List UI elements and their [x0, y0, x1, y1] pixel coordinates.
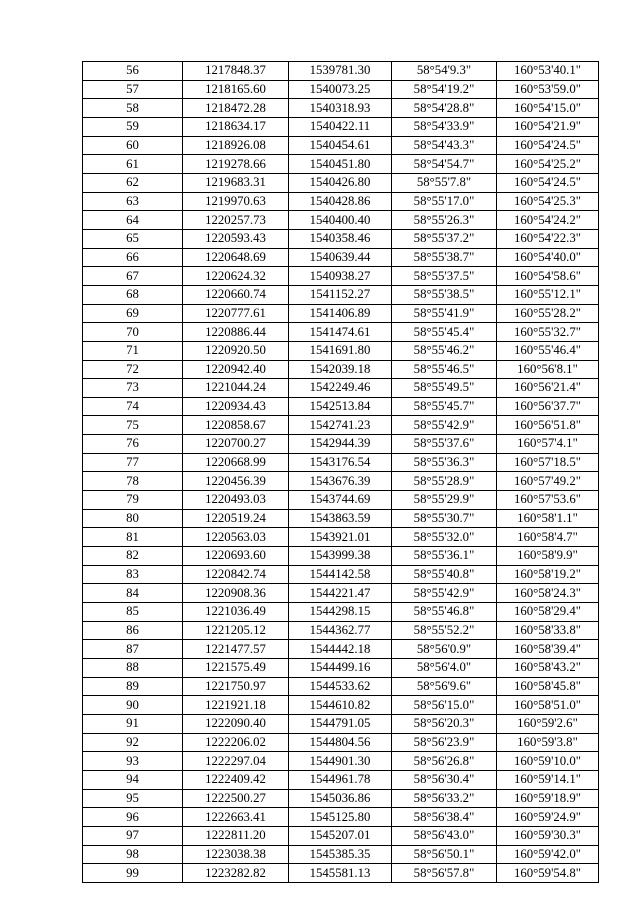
- x-coordinate-cell: 1220563.03: [183, 528, 289, 547]
- point-number-cell: 68: [83, 285, 183, 304]
- point-number-cell: 62: [83, 173, 183, 192]
- y-coordinate-cell: 1544298.15: [289, 603, 392, 622]
- table-row: [83, 733, 599, 752]
- table-row: [83, 509, 599, 528]
- y-coordinate-cell: 1540318.93: [289, 99, 392, 118]
- table-row: [83, 621, 599, 640]
- latitude-cell: 58°56'43.0": [392, 826, 497, 845]
- table-row: [83, 341, 599, 360]
- point-number-cell: 80: [83, 509, 183, 528]
- latitude-cell: 58°55'49.5": [392, 379, 497, 398]
- y-coordinate-cell: 1542944.39: [289, 435, 392, 454]
- point-number-cell: 84: [83, 584, 183, 603]
- table-row: [83, 99, 599, 118]
- longitude-cell: 160°58'51.0": [497, 696, 599, 715]
- latitude-cell: 58°56'26.8": [392, 752, 497, 771]
- y-coordinate-cell: 1542741.23: [289, 416, 392, 435]
- latitude-cell: 58°55'28.9": [392, 472, 497, 491]
- x-coordinate-cell: 1219683.31: [183, 173, 289, 192]
- y-coordinate-cell: 1544610.82: [289, 696, 392, 715]
- longitude-cell: 160°59'42.0": [497, 845, 599, 864]
- point-number-cell: 58: [83, 99, 183, 118]
- point-number-cell: 86: [83, 621, 183, 640]
- latitude-cell: 58°55'42.9": [392, 416, 497, 435]
- longitude-cell: 160°58'43.2": [497, 659, 599, 678]
- point-number-cell: 64: [83, 211, 183, 230]
- x-coordinate-cell: 1220858.67: [183, 416, 289, 435]
- x-coordinate-cell: 1220624.32: [183, 267, 289, 286]
- longitude-cell: 160°54'24.5": [497, 136, 599, 155]
- latitude-cell: 58°55'29.9": [392, 491, 497, 510]
- point-number-cell: 92: [83, 733, 183, 752]
- longitude-cell: 160°54'15.0": [497, 99, 599, 118]
- coordinates-table-body: [83, 62, 599, 883]
- x-coordinate-cell: 1220660.74: [183, 285, 289, 304]
- longitude-cell: 160°59'2.6": [497, 714, 599, 733]
- y-coordinate-cell: 1545581.13: [289, 864, 392, 883]
- y-coordinate-cell: 1540454.61: [289, 136, 392, 155]
- y-coordinate-cell: 1540639.44: [289, 248, 392, 267]
- point-number-cell: 71: [83, 341, 183, 360]
- longitude-cell: 160°57'18.5": [497, 453, 599, 472]
- table-row: [83, 714, 599, 733]
- latitude-cell: 58°55'42.9": [392, 584, 497, 603]
- latitude-cell: 58°55'40.8": [392, 565, 497, 584]
- x-coordinate-cell: 1220920.50: [183, 341, 289, 360]
- longitude-cell: 160°53'59.0": [497, 80, 599, 99]
- y-coordinate-cell: 1541406.89: [289, 304, 392, 323]
- x-coordinate-cell: 1220693.60: [183, 547, 289, 566]
- latitude-cell: 58°55'36.3": [392, 453, 497, 472]
- table-row: [83, 696, 599, 715]
- point-number-cell: 85: [83, 603, 183, 622]
- point-number-cell: 69: [83, 304, 183, 323]
- point-number-cell: 65: [83, 229, 183, 248]
- table-row: [83, 285, 599, 304]
- longitude-cell: 160°54'22.3": [497, 229, 599, 248]
- y-coordinate-cell: 1541152.27: [289, 285, 392, 304]
- y-coordinate-cell: 1544221.47: [289, 584, 392, 603]
- x-coordinate-cell: 1220519.24: [183, 509, 289, 528]
- point-number-cell: 93: [83, 752, 183, 771]
- point-number-cell: 78: [83, 472, 183, 491]
- longitude-cell: 160°55'28.2": [497, 304, 599, 323]
- table-row: [83, 864, 599, 883]
- latitude-cell: 58°54'54.7": [392, 155, 497, 174]
- longitude-cell: 160°57'4.1": [497, 435, 599, 454]
- y-coordinate-cell: 1540422.11: [289, 117, 392, 136]
- table-row: [83, 80, 599, 99]
- table-row: [83, 565, 599, 584]
- point-number-cell: 91: [83, 714, 183, 733]
- table-row: [83, 845, 599, 864]
- table-row: [83, 397, 599, 416]
- longitude-cell: 160°58'9.9": [497, 547, 599, 566]
- x-coordinate-cell: 1220493.03: [183, 491, 289, 510]
- point-number-cell: 75: [83, 416, 183, 435]
- y-coordinate-cell: 1542513.84: [289, 397, 392, 416]
- point-number-cell: 73: [83, 379, 183, 398]
- table-row: [83, 603, 599, 622]
- longitude-cell: 160°54'25.3": [497, 192, 599, 211]
- y-coordinate-cell: 1545036.86: [289, 789, 392, 808]
- x-coordinate-cell: 1220908.36: [183, 584, 289, 603]
- table-row: [83, 472, 599, 491]
- point-number-cell: 72: [83, 360, 183, 379]
- y-coordinate-cell: 1544362.77: [289, 621, 392, 640]
- latitude-cell: 58°55'32.0": [392, 528, 497, 547]
- point-number-cell: 56: [83, 62, 183, 81]
- table-row: [83, 752, 599, 771]
- point-number-cell: 61: [83, 155, 183, 174]
- x-coordinate-cell: 1223038.38: [183, 845, 289, 864]
- latitude-cell: 58°55'46.5": [392, 360, 497, 379]
- point-number-cell: 87: [83, 640, 183, 659]
- x-coordinate-cell: 1218165.60: [183, 80, 289, 99]
- x-coordinate-cell: 1221205.12: [183, 621, 289, 640]
- y-coordinate-cell: 1544142.58: [289, 565, 392, 584]
- longitude-cell: 160°54'40.0": [497, 248, 599, 267]
- longitude-cell: 160°54'21.9": [497, 117, 599, 136]
- table-row: [83, 528, 599, 547]
- y-coordinate-cell: 1540358.46: [289, 229, 392, 248]
- y-coordinate-cell: 1545385.35: [289, 845, 392, 864]
- latitude-cell: 58°56'38.4": [392, 808, 497, 827]
- latitude-cell: 58°55'45.4": [392, 323, 497, 342]
- longitude-cell: 160°56'37.7": [497, 397, 599, 416]
- y-coordinate-cell: 1539781.30: [289, 62, 392, 81]
- latitude-cell: 58°56'30.4": [392, 770, 497, 789]
- y-coordinate-cell: 1543176.54: [289, 453, 392, 472]
- point-number-cell: 82: [83, 547, 183, 566]
- x-coordinate-cell: 1220842.74: [183, 565, 289, 584]
- x-coordinate-cell: 1221750.97: [183, 677, 289, 696]
- y-coordinate-cell: 1544791.05: [289, 714, 392, 733]
- x-coordinate-cell: 1218472.28: [183, 99, 289, 118]
- table-row: [83, 304, 599, 323]
- point-number-cell: 94: [83, 770, 183, 789]
- point-number-cell: 96: [83, 808, 183, 827]
- table-row: [83, 491, 599, 510]
- longitude-cell: 160°58'45.8": [497, 677, 599, 696]
- point-number-cell: 79: [83, 491, 183, 510]
- longitude-cell: 160°56'21.4": [497, 379, 599, 398]
- longitude-cell: 160°56'8.1": [497, 360, 599, 379]
- longitude-cell: 160°58'4.7": [497, 528, 599, 547]
- x-coordinate-cell: 1222297.04: [183, 752, 289, 771]
- longitude-cell: 160°58'33.8": [497, 621, 599, 640]
- latitude-cell: 58°55'26.3": [392, 211, 497, 230]
- x-coordinate-cell: 1220257.73: [183, 211, 289, 230]
- y-coordinate-cell: 1543676.39: [289, 472, 392, 491]
- table-row: [83, 435, 599, 454]
- x-coordinate-cell: 1222206.02: [183, 733, 289, 752]
- x-coordinate-cell: 1220942.40: [183, 360, 289, 379]
- x-coordinate-cell: 1222409.42: [183, 770, 289, 789]
- longitude-cell: 160°54'58.6": [497, 267, 599, 286]
- table-row: [83, 826, 599, 845]
- latitude-cell: 58°56'23.9": [392, 733, 497, 752]
- x-coordinate-cell: 1222663.41: [183, 808, 289, 827]
- y-coordinate-cell: 1544442.18: [289, 640, 392, 659]
- y-coordinate-cell: 1540400.40: [289, 211, 392, 230]
- point-number-cell: 88: [83, 659, 183, 678]
- x-coordinate-cell: 1221921.18: [183, 696, 289, 715]
- longitude-cell: 160°59'54.8": [497, 864, 599, 883]
- latitude-cell: 58°56'57.8": [392, 864, 497, 883]
- table-row: [83, 547, 599, 566]
- latitude-cell: 58°55'45.7": [392, 397, 497, 416]
- latitude-cell: 58°55'17.0": [392, 192, 497, 211]
- longitude-cell: 160°55'46.4": [497, 341, 599, 360]
- point-number-cell: 97: [83, 826, 183, 845]
- point-number-cell: 83: [83, 565, 183, 584]
- table-row: [83, 584, 599, 603]
- x-coordinate-cell: 1220668.99: [183, 453, 289, 472]
- x-coordinate-cell: 1219278.66: [183, 155, 289, 174]
- y-coordinate-cell: 1544804.56: [289, 733, 392, 752]
- table-row: [83, 155, 599, 174]
- latitude-cell: 58°55'46.2": [392, 341, 497, 360]
- longitude-cell: 160°58'1.1": [497, 509, 599, 528]
- table-row: [83, 136, 599, 155]
- point-number-cell: 89: [83, 677, 183, 696]
- y-coordinate-cell: 1540938.27: [289, 267, 392, 286]
- x-coordinate-cell: 1220700.27: [183, 435, 289, 454]
- y-coordinate-cell: 1545207.01: [289, 826, 392, 845]
- y-coordinate-cell: 1540426.80: [289, 173, 392, 192]
- x-coordinate-cell: 1220648.69: [183, 248, 289, 267]
- x-coordinate-cell: 1218634.17: [183, 117, 289, 136]
- x-coordinate-cell: 1222500.27: [183, 789, 289, 808]
- y-coordinate-cell: 1543921.01: [289, 528, 392, 547]
- latitude-cell: 58°55'41.9": [392, 304, 497, 323]
- table-row: [83, 640, 599, 659]
- longitude-cell: 160°57'53.6": [497, 491, 599, 510]
- latitude-cell: 58°54'43.3": [392, 136, 497, 155]
- longitude-cell: 160°54'24.2": [497, 211, 599, 230]
- y-coordinate-cell: 1545125.80: [289, 808, 392, 827]
- y-coordinate-cell: 1543863.59: [289, 509, 392, 528]
- table-row: [83, 789, 599, 808]
- latitude-cell: 58°54'33.9": [392, 117, 497, 136]
- point-number-cell: 98: [83, 845, 183, 864]
- table-row: [83, 229, 599, 248]
- longitude-cell: 160°59'3.8": [497, 733, 599, 752]
- point-number-cell: 76: [83, 435, 183, 454]
- latitude-cell: 58°56'15.0": [392, 696, 497, 715]
- longitude-cell: 160°54'25.2": [497, 155, 599, 174]
- x-coordinate-cell: 1218926.08: [183, 136, 289, 155]
- longitude-cell: 160°53'40.1": [497, 62, 599, 81]
- table-row: [83, 248, 599, 267]
- x-coordinate-cell: 1221477.57: [183, 640, 289, 659]
- latitude-cell: 58°54'19.2": [392, 80, 497, 99]
- y-coordinate-cell: 1540451.80: [289, 155, 392, 174]
- y-coordinate-cell: 1540073.25: [289, 80, 392, 99]
- x-coordinate-cell: 1220886.44: [183, 323, 289, 342]
- latitude-cell: 58°55'38.7": [392, 248, 497, 267]
- latitude-cell: 58°55'36.1": [392, 547, 497, 566]
- x-coordinate-cell: 1220777.61: [183, 304, 289, 323]
- x-coordinate-cell: 1217848.37: [183, 62, 289, 81]
- y-coordinate-cell: 1544961.78: [289, 770, 392, 789]
- table-row: [83, 173, 599, 192]
- y-coordinate-cell: 1543999.38: [289, 547, 392, 566]
- table-row: [83, 770, 599, 789]
- table-row: [83, 453, 599, 472]
- x-coordinate-cell: 1220456.39: [183, 472, 289, 491]
- latitude-cell: 58°56'9.6": [392, 677, 497, 696]
- point-number-cell: 63: [83, 192, 183, 211]
- y-coordinate-cell: 1540428.86: [289, 192, 392, 211]
- y-coordinate-cell: 1544533.62: [289, 677, 392, 696]
- longitude-cell: 160°59'24.9": [497, 808, 599, 827]
- longitude-cell: 160°59'14.1": [497, 770, 599, 789]
- table-row: [83, 416, 599, 435]
- longitude-cell: 160°58'39.4": [497, 640, 599, 659]
- table-row: [83, 117, 599, 136]
- table-row: [83, 323, 599, 342]
- x-coordinate-cell: 1221575.49: [183, 659, 289, 678]
- longitude-cell: 160°57'49.2": [497, 472, 599, 491]
- latitude-cell: 58°55'37.6": [392, 435, 497, 454]
- longitude-cell: 160°54'24.5": [497, 173, 599, 192]
- table-row: [83, 267, 599, 286]
- x-coordinate-cell: 1222811.20: [183, 826, 289, 845]
- longitude-cell: 160°58'19.2": [497, 565, 599, 584]
- longitude-cell: 160°55'32.7": [497, 323, 599, 342]
- x-coordinate-cell: 1221044.24: [183, 379, 289, 398]
- table-row: [83, 379, 599, 398]
- y-coordinate-cell: 1541691.80: [289, 341, 392, 360]
- point-number-cell: 59: [83, 117, 183, 136]
- longitude-cell: 160°56'51.8": [497, 416, 599, 435]
- point-number-cell: 57: [83, 80, 183, 99]
- y-coordinate-cell: 1544901.30: [289, 752, 392, 771]
- y-coordinate-cell: 1542039.18: [289, 360, 392, 379]
- point-number-cell: 67: [83, 267, 183, 286]
- table-row: [83, 211, 599, 230]
- y-coordinate-cell: 1541474.61: [289, 323, 392, 342]
- latitude-cell: 58°54'28.8": [392, 99, 497, 118]
- latitude-cell: 58°56'50.1": [392, 845, 497, 864]
- longitude-cell: 160°55'12.1": [497, 285, 599, 304]
- table-row: [83, 659, 599, 678]
- y-coordinate-cell: 1542249.46: [289, 379, 392, 398]
- x-coordinate-cell: 1221036.49: [183, 603, 289, 622]
- longitude-cell: 160°59'10.0": [497, 752, 599, 771]
- x-coordinate-cell: 1219970.63: [183, 192, 289, 211]
- point-number-cell: 77: [83, 453, 183, 472]
- point-number-cell: 66: [83, 248, 183, 267]
- y-coordinate-cell: 1543744.69: [289, 491, 392, 510]
- table-row: [83, 808, 599, 827]
- latitude-cell: 58°55'46.8": [392, 603, 497, 622]
- longitude-cell: 160°59'30.3": [497, 826, 599, 845]
- point-number-cell: 95: [83, 789, 183, 808]
- x-coordinate-cell: 1220593.43: [183, 229, 289, 248]
- longitude-cell: 160°59'18.9": [497, 789, 599, 808]
- point-number-cell: 70: [83, 323, 183, 342]
- latitude-cell: 58°55'37.5": [392, 267, 497, 286]
- point-number-cell: 90: [83, 696, 183, 715]
- latitude-cell: 58°55'52.2": [392, 621, 497, 640]
- point-number-cell: 74: [83, 397, 183, 416]
- point-number-cell: 81: [83, 528, 183, 547]
- point-number-cell: 60: [83, 136, 183, 155]
- table-row: [83, 360, 599, 379]
- latitude-cell: 58°56'4.0": [392, 659, 497, 678]
- x-coordinate-cell: 1220934.43: [183, 397, 289, 416]
- longitude-cell: 160°58'24.3": [497, 584, 599, 603]
- latitude-cell: 58°56'33.2": [392, 789, 497, 808]
- latitude-cell: 58°56'0.9": [392, 640, 497, 659]
- latitude-cell: 58°55'7.8": [392, 173, 497, 192]
- longitude-cell: 160°58'29.4": [497, 603, 599, 622]
- latitude-cell: 58°55'30.7": [392, 509, 497, 528]
- latitude-cell: 58°55'37.2": [392, 229, 497, 248]
- latitude-cell: 58°54'9.3": [392, 62, 497, 81]
- table-row: [83, 677, 599, 696]
- table-row: [83, 192, 599, 211]
- y-coordinate-cell: 1544499.16: [289, 659, 392, 678]
- latitude-cell: 58°55'38.5": [392, 285, 497, 304]
- x-coordinate-cell: 1223282.82: [183, 864, 289, 883]
- latitude-cell: 58°56'20.3": [392, 714, 497, 733]
- table-row: [83, 62, 599, 81]
- x-coordinate-cell: 1222090.40: [183, 714, 289, 733]
- coordinates-table: [82, 61, 599, 883]
- point-number-cell: 99: [83, 864, 183, 883]
